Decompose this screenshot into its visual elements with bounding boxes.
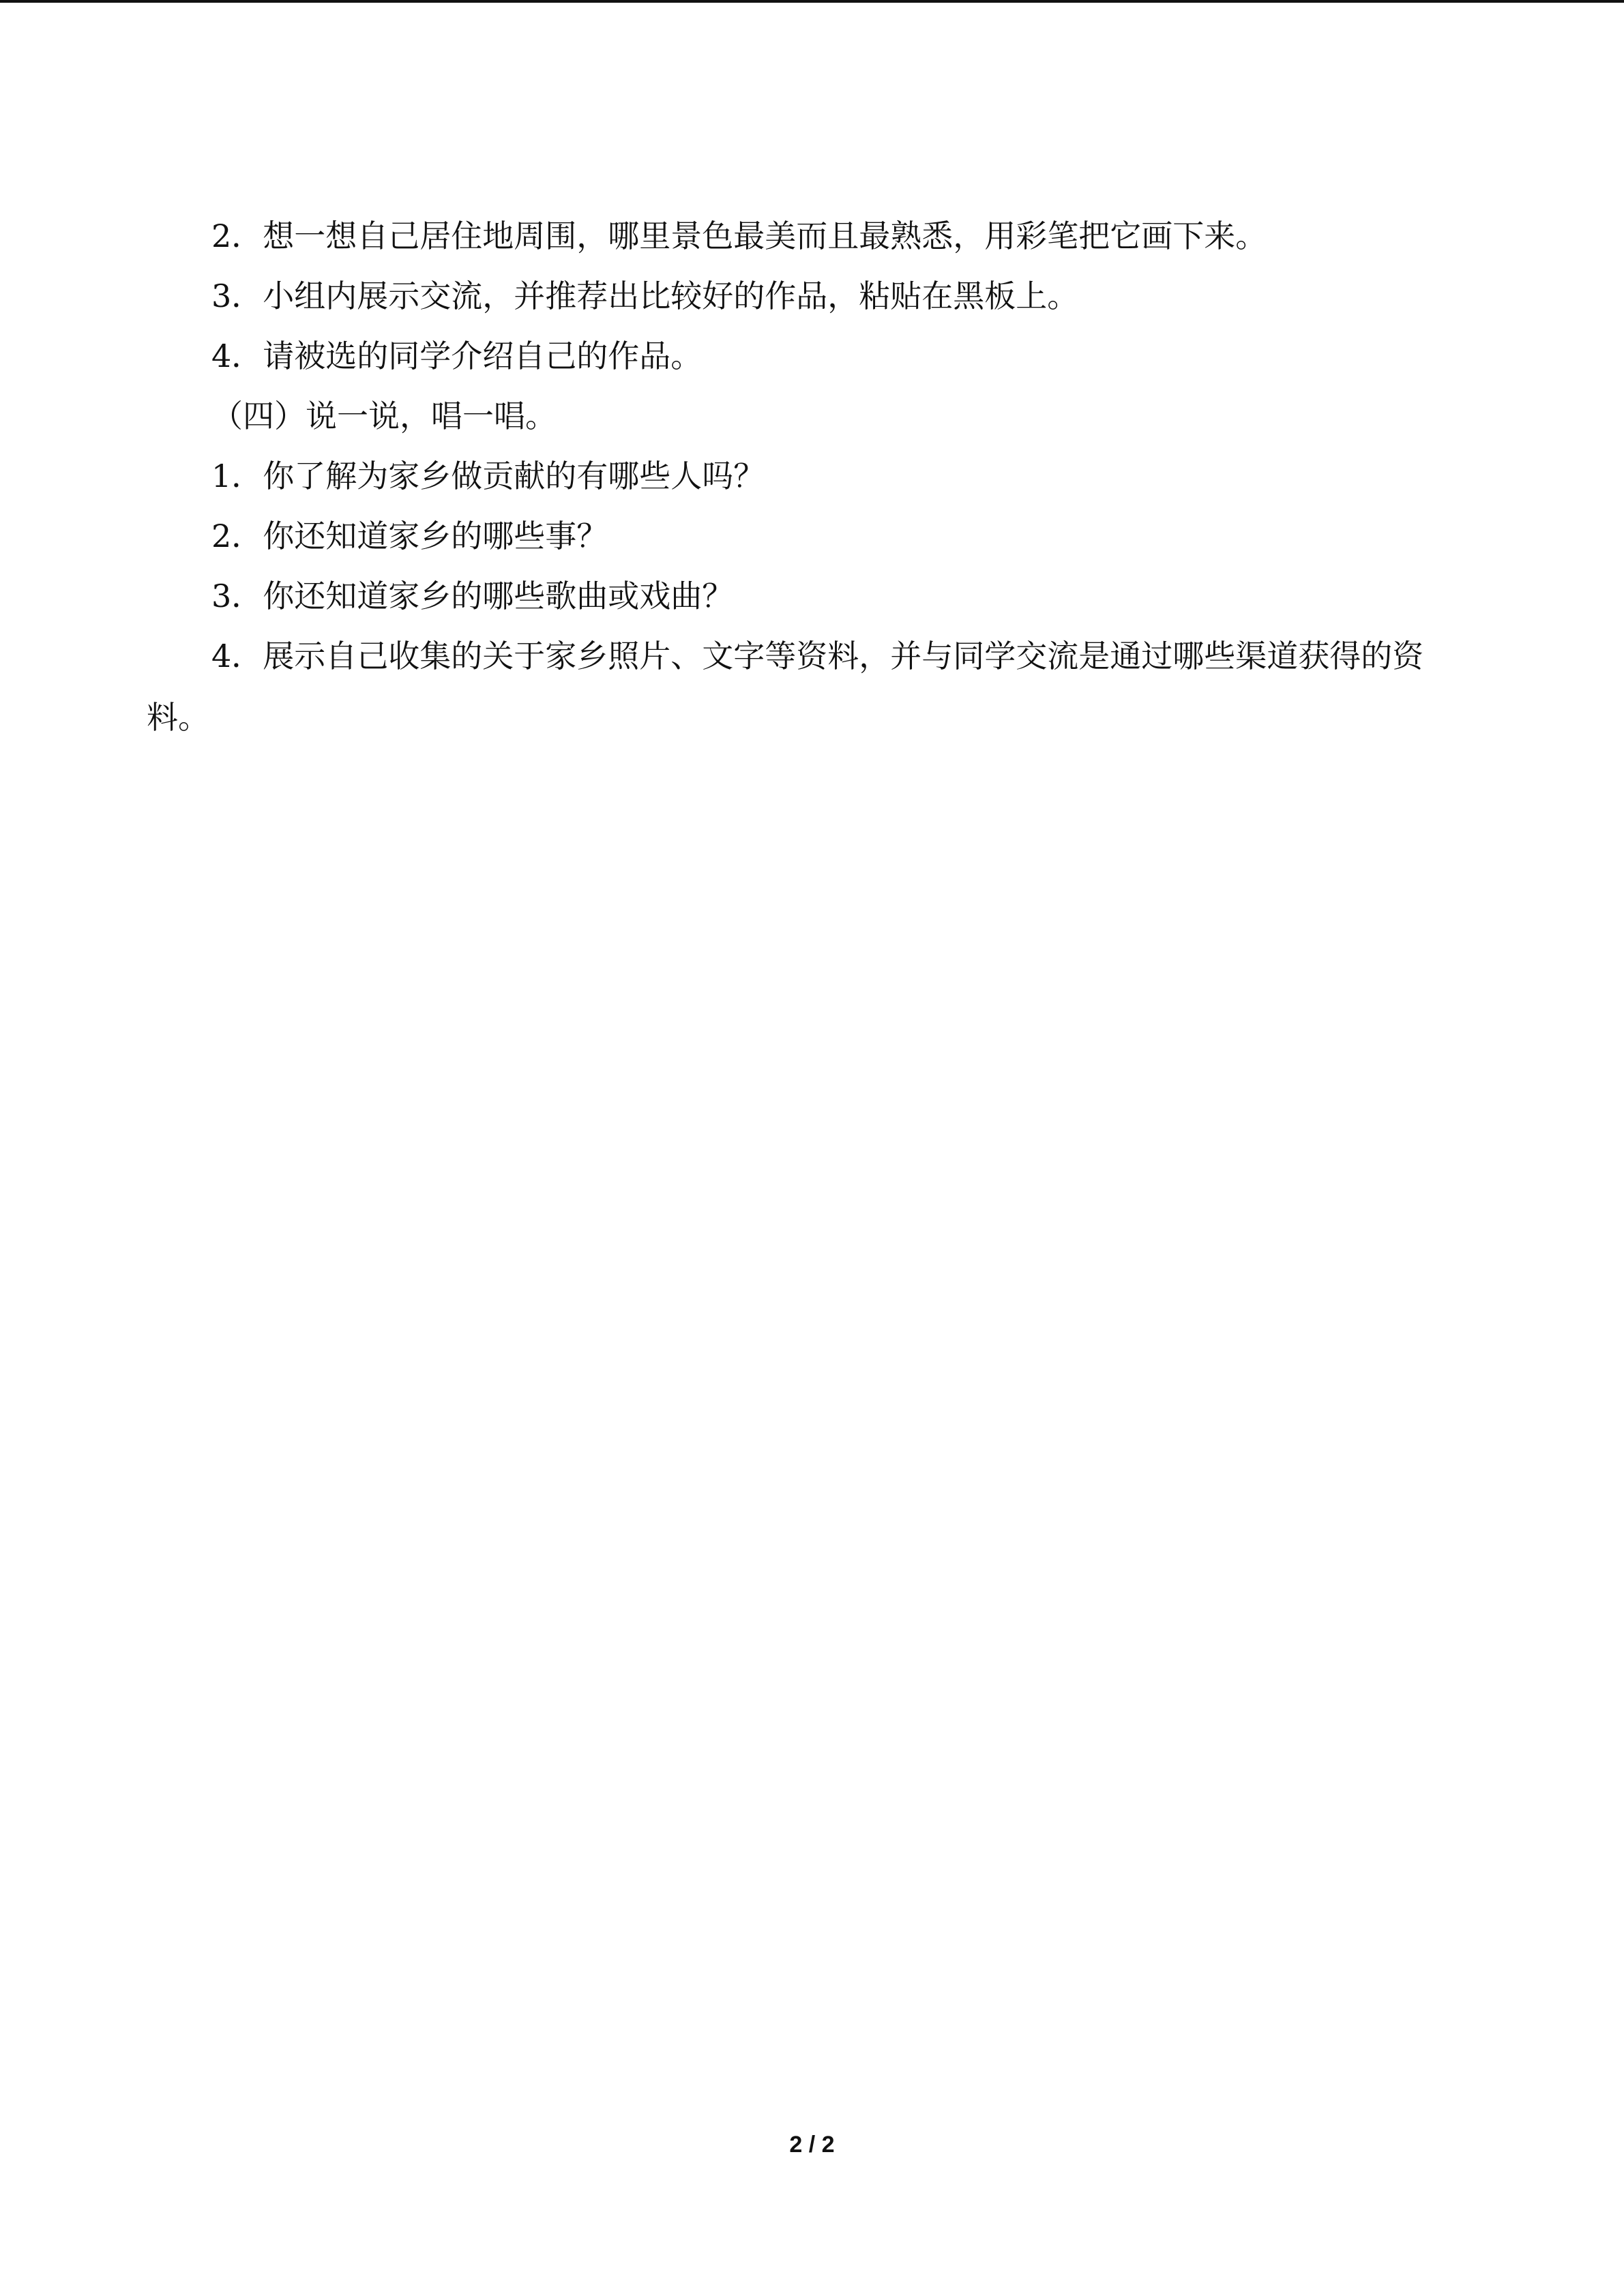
page-number: 2 / 2 xyxy=(789,2132,835,2158)
paragraph-line: 2．想一想自己居住地周围，哪里景色最美而且最熟悉，用彩笔把它画下来。 xyxy=(211,218,1267,254)
paragraph-line: 3．小组内展示交流，并推荐出比较好的作品，粘贴在黑板上。 xyxy=(211,278,1079,314)
paragraph-line: 4．请被选的同学介绍自己的作品。 xyxy=(211,338,703,374)
section-heading: （四）说一说，唱一唱。 xyxy=(211,398,557,434)
paragraph-line-continuation: 料。 xyxy=(147,699,209,736)
paragraph-line: 4．展示自己收集的关于家乡照片、文字等资料，并与同学交流是通过哪些渠道获得的资 xyxy=(211,638,1424,674)
paragraph-line: 3．你还知道家乡的哪些歌曲或戏曲？ xyxy=(211,578,734,614)
paragraph-line: 2．你还知道家乡的哪些事？ xyxy=(211,518,608,554)
paragraph-line: 1．你了解为家乡做贡献的有哪些人吗？ xyxy=(211,458,765,494)
